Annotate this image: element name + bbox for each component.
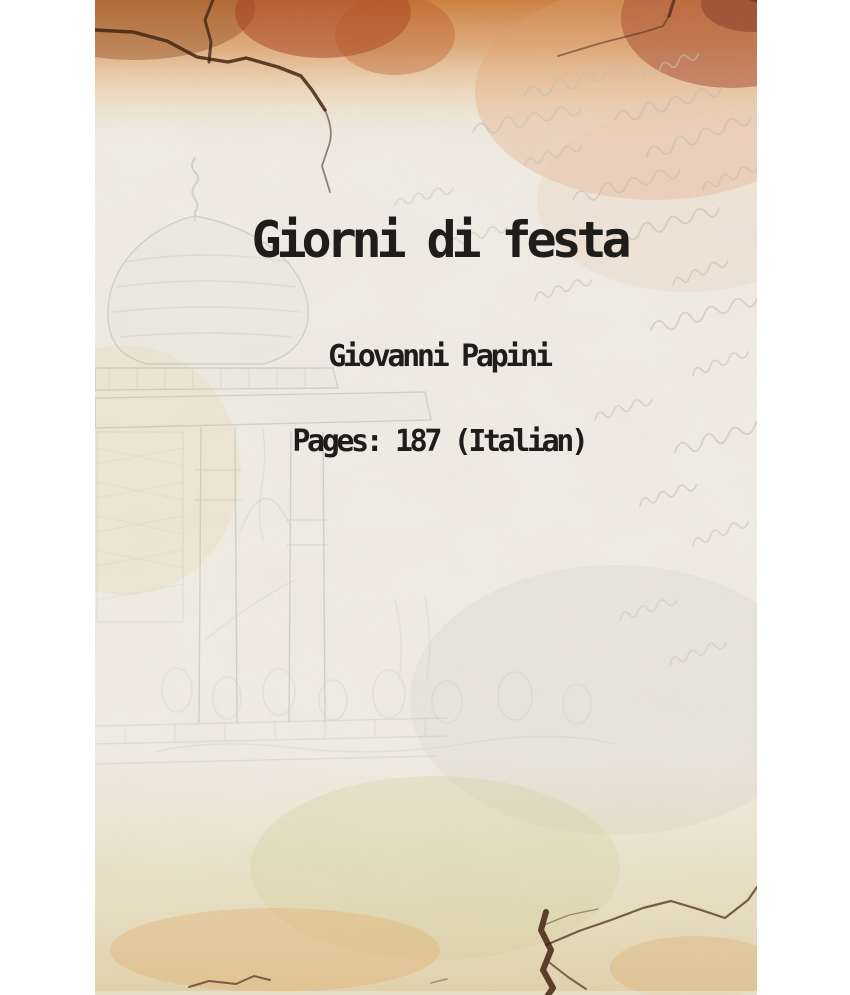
aged-parchment-artwork xyxy=(95,0,757,995)
book-pages-info: Pages: 187 (Italian) xyxy=(292,424,586,459)
book-author: Giovanni Papini xyxy=(328,339,550,374)
book-title: Giorni di festa xyxy=(251,211,627,269)
book-cover xyxy=(95,0,757,995)
